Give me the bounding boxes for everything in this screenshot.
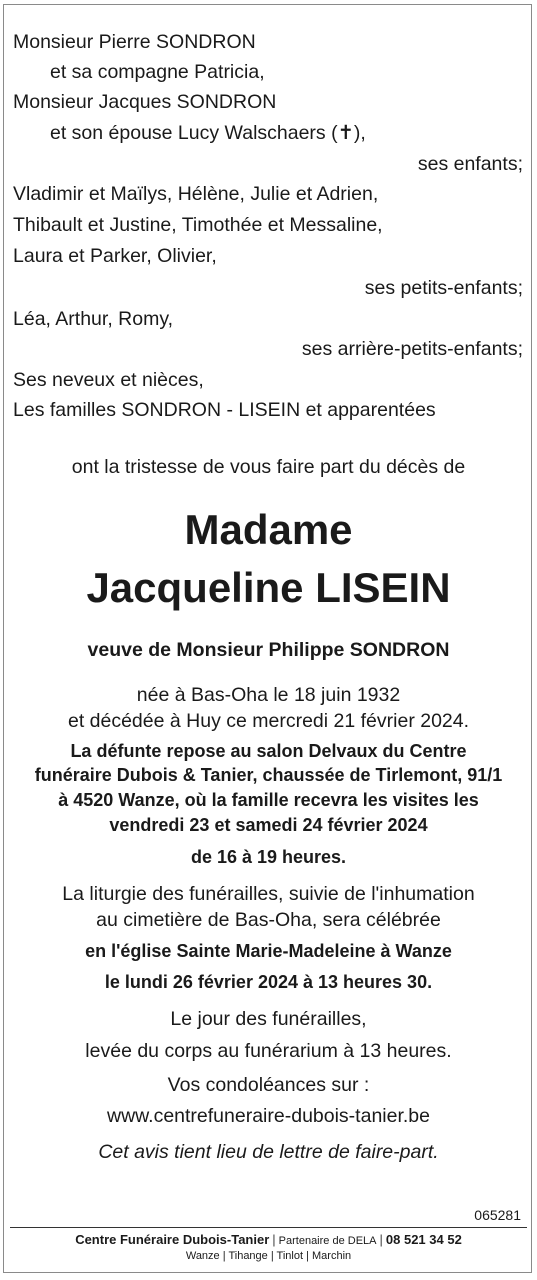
visitation-line: vendredi 23 et samedi 24 février 2024 xyxy=(109,815,428,835)
visitation-line: à 4520 Wanze, où la famille recevra les visites les xyxy=(58,790,479,810)
family-line: Léa, Arthur, Romy, xyxy=(13,308,174,330)
family-line: et son épouse Lucy Walschaers (✝), xyxy=(50,122,366,144)
announcement: ont la tristesse de vous faire part du décès de xyxy=(71,456,466,478)
footer-info xyxy=(0,1232,537,1249)
reference-number: 065281 xyxy=(474,1207,521,1223)
footer-separator: | xyxy=(272,1232,276,1247)
family-line: Vladimir et Maïlys, Hélène, Julie et Adrien, xyxy=(13,183,379,205)
visitation-line: funéraire Dubois & Tanier, chaussée de Tirlemont, 91/1 xyxy=(34,765,503,785)
partner-text: Partenaire de DELA xyxy=(278,1235,377,1247)
footer-locations: Wanze | Tihange | Tinlot | Marchin xyxy=(185,1250,352,1262)
visitation-line: La défunte repose au salon Delvaux du Centre xyxy=(70,741,467,761)
family-line: Les familles SONDRON - LISEIN et apparentées xyxy=(13,399,436,421)
family-line: Thibault et Justine, Timothée et Messaline, xyxy=(13,214,383,236)
death-line: et décédée à Huy ce mercredi 21 février 2024. xyxy=(67,710,470,732)
family-line: Laura et Parker, Olivier, xyxy=(13,245,217,267)
family-line: Monsieur Jacques SONDRON xyxy=(13,91,277,113)
phone-number: 08 521 34 52 xyxy=(385,1232,462,1247)
closing-note: Cet avis tient lieu de lettre de faire-part. xyxy=(98,1141,439,1163)
removal-line: Le jour des funérailles, xyxy=(170,1008,367,1030)
birth-line: née à Bas-Oha le 18 juin 1932 xyxy=(136,684,401,706)
church-line: en l'église Sainte Marie-Madeleine à Wanze xyxy=(85,941,452,961)
footer-separator: | xyxy=(379,1232,383,1247)
removal-line: levée du corps au funérarium à 13 heures. xyxy=(85,1040,452,1062)
footer-divider xyxy=(10,1227,527,1228)
visitation-hours: de 16 à 19 heures. xyxy=(190,847,347,867)
widow-line: veuve de Monsieur Philippe SONDRON xyxy=(87,639,450,661)
condolences-url[interactable]: www.centrefuneraire-dubois-tanier.be xyxy=(106,1105,430,1127)
liturgy-line: au cimetière de Bas-Oha, sera célébrée xyxy=(96,909,441,931)
liturgy-line: La liturgie des funérailles, suivie de l'inhumation xyxy=(62,883,475,905)
family-line: et sa compagne Patricia, xyxy=(50,61,265,83)
family-line: Ses neveux et nièces, xyxy=(13,369,204,391)
family-line: Monsieur Pierre SONDRON xyxy=(13,31,256,53)
family-role: ses enfants; xyxy=(417,153,523,175)
company-name: Centre Funéraire Dubois-Tanier xyxy=(75,1232,270,1247)
deceased-title: Madame xyxy=(184,506,353,553)
ceremony-date: le lundi 26 février 2024 à 13 heures 30. xyxy=(104,972,433,992)
family-role: ses arrière-petits-enfants; xyxy=(301,338,523,360)
condolences-label: Vos condoléances sur : xyxy=(167,1074,370,1096)
family-role: ses petits-enfants; xyxy=(364,277,523,299)
deceased-name: Jacqueline LISEIN xyxy=(86,564,451,611)
